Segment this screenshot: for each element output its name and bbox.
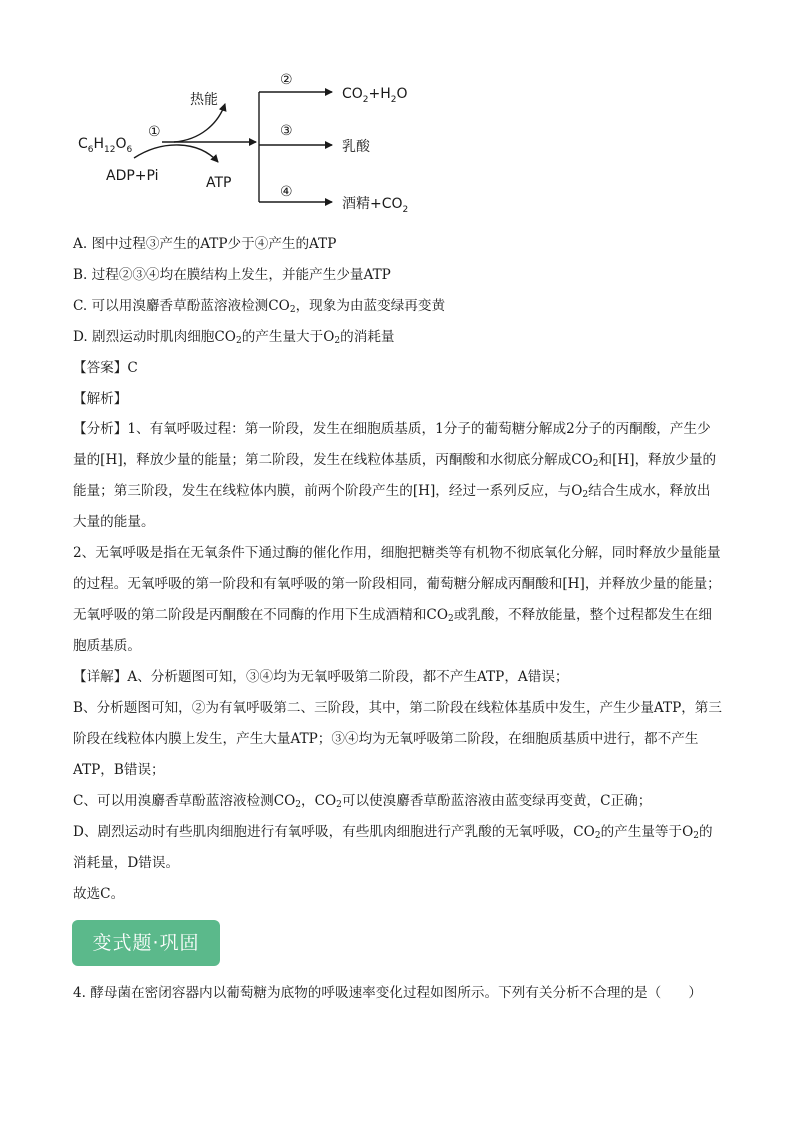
diagram-svg: [70, 62, 430, 227]
detail-b: B、分析题图可知，②为有氧呼吸第二、三阶段，其中，第二阶段在线粒体基质中发生，产生少量ATP，第三阶段在线粒体内膜上发生，产生大量ATP；③④均为无氧呼吸第二阶段，在细胞质基质中进行，都不产生ATP，B错误；: [73, 700, 722, 778]
product2-label: $CO_2+H_2O$: [342, 86, 408, 105]
heat-label: 热能: [190, 92, 218, 108]
step2-label: ②: [280, 72, 293, 88]
atp-label: ATP: [206, 175, 232, 191]
detail-c: C、可以用溴麝香草酚蓝溶液检测$CO_2$，$CO_2$可以使溴麝香草酚蓝溶液由蓝变绿再变黄，C正确；: [73, 793, 652, 810]
heat-arrow: [174, 104, 225, 142]
variant-banner: 变式题·巩固: [72, 920, 220, 966]
answer: 【答案】C: [73, 360, 138, 376]
respiration-diagram: [70, 62, 430, 227]
detail-d: D、剧烈运动时有些肌肉细胞进行有氧呼吸，有些肌肉细胞进行产乳酸的无氧呼吸，$CO_2$的产生量等于$O_2$的消耗量，D错误。: [73, 824, 713, 871]
question-4: 4. 酵母菌在密闭容器内以葡萄糖为底物的呼吸速率变化过程如图所示。下列有关分析不合理的是（ ）: [73, 985, 703, 1001]
product3-label: 乳酸: [342, 139, 370, 155]
glucose-label: $C_6H_{12}O_6$: [78, 136, 133, 155]
adp-label: ADP+Pi: [106, 168, 159, 184]
step3-label: ③: [280, 123, 293, 139]
step4-label: ④: [280, 184, 293, 200]
conclusion: 故选C。: [73, 886, 125, 902]
option-b: B. 过程②③④均在膜结构上发生，并能产生少量ATP: [73, 267, 391, 283]
product4-label: 酒精$+CO_2$: [342, 196, 409, 215]
option-d: D. 剧烈运动时肌肉细胞$CO_2$的产生量大于$O_2$的消耗量: [73, 329, 395, 346]
step1-label: ①: [148, 124, 161, 140]
analysis-body: [73, 414, 723, 910]
detail-a: 【详解】A、分析题图可知，③④均为无氧呼吸第二阶段，都不产生ATP，A错误；: [73, 669, 569, 685]
option-a: A. 图中过程③产生的ATP少于④产生的ATP: [73, 236, 337, 252]
analysis-heading: 【解析】: [73, 391, 128, 407]
option-c: C. 可以用溴麝香草酚蓝溶液检测$CO_2$，现象为由蓝变绿再变黄: [73, 298, 446, 315]
analysis-paragraph-1: 【分析】1、有氧呼吸过程：第一阶段，发生在细胞质基质，1分子的葡萄糖分解成2分子的丙酮酸，产生少量的[H]，释放少量的能量；第二阶段，发生在线粒体基质，丙酮酸和水彻底分解成$CO_2$和[H]，释放少量的能量；第三阶段，发生在线粒体内膜，前两个阶段产生的[H]，经过一系列反应，与$O_2$结合生成水，释放出大量的能量。: [73, 421, 717, 530]
atp-arrow: [134, 145, 218, 162]
analysis-paragraph-2: 2、无氧呼吸是指在无氧条件下通过酶的催化作用，细胞把糖类等有机物不彻底氧化分解，同时释放少量能量的过程。无氧呼吸的第一阶段和有氧呼吸的第一阶段相同，葡萄糖分解成丙酮酸和[H]，并释放少量的能量；无氧呼吸的第二阶段是丙酮酸在不同酶的作用下生成酒精和$CO_2$或乳酸，不释放能量，整个过程都发生在细胞质基质。: [73, 545, 721, 654]
